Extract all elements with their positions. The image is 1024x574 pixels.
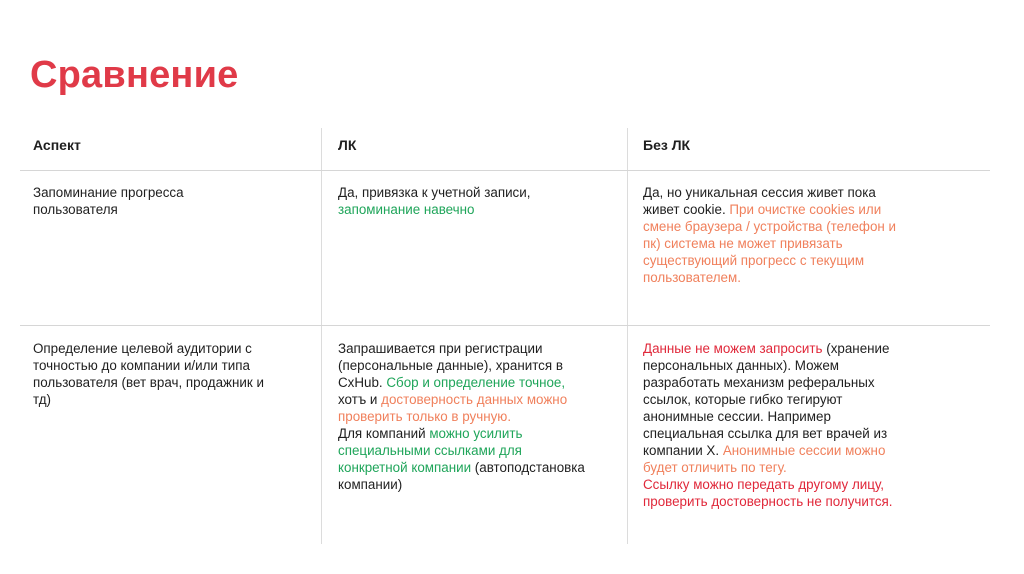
row2-lk-autofill: (автоподстановка компании) [338,460,585,492]
row2-aspect-cell [33,340,273,408]
row2-aspect-text: Определение целевой аудитории с точностью до компании и/или типа пользователя (вет врач, продажник и тд) [33,341,264,407]
row1-no-lk-text: Да, но уникальная сессия живет пока живет cookie. [643,185,876,217]
row2-no-lk-cell [643,340,898,510]
row1-aspect-cell [33,184,233,218]
row2-lk-cell [338,340,588,493]
row1-no-lk-cell [643,184,901,286]
row2-no-lk-red: Данные не можем запросить [643,341,823,356]
row1-lk-text: Да, привязка к учетной записи, [338,185,531,200]
slide-title: Сравнение [30,54,239,96]
header-lk: ЛК [338,137,357,153]
row2-lk-companies-green: можно усилить специальными ссылками для конкретной компании [338,426,523,475]
column-divider-1 [321,128,322,544]
row1-aspect-text: Запоминание прогресса пользователя [33,185,184,217]
header-divider [20,170,990,171]
header-no-lk: Без ЛК [643,137,691,153]
row1-lk-cell [338,184,573,218]
row2-no-lk-red-final: Ссылку можно передать другому лицу, проверить достоверность не получится. [643,477,893,509]
row-divider [20,325,990,326]
row2-no-lk-text: (хранение персональных данных). Можем разработать механизм реферальных ссылок, которые гибко тегируют анонимные сессии. Например специальная ссылка для вет врачей из компании X. [643,341,890,458]
row2-lk-connector: хотъ и [338,392,378,407]
column-divider-2 [627,128,628,544]
row1-lk-highlight: запоминание навечно [338,202,475,217]
row1-no-lk-warning: При очистке cookies или смене браузера / устройства (телефон и пк) система не может привязать существующий прогресс с текущим пользователем. [643,202,896,285]
header-aspect: Аспект [33,137,81,153]
row2-no-lk-orange: Анонимные сессии можно будет отличить по тегу. [643,443,886,475]
row2-lk-orange: достоверность данных можно проверить только в ручную. [338,392,568,424]
row2-lk-text: Запрашивается при регистрации (персональные данные), хранится в CxHub. [338,341,563,390]
row2-lk-green: Сбор и определение точное, [386,375,566,390]
row2-lk-companies: Для компаний [338,426,426,441]
